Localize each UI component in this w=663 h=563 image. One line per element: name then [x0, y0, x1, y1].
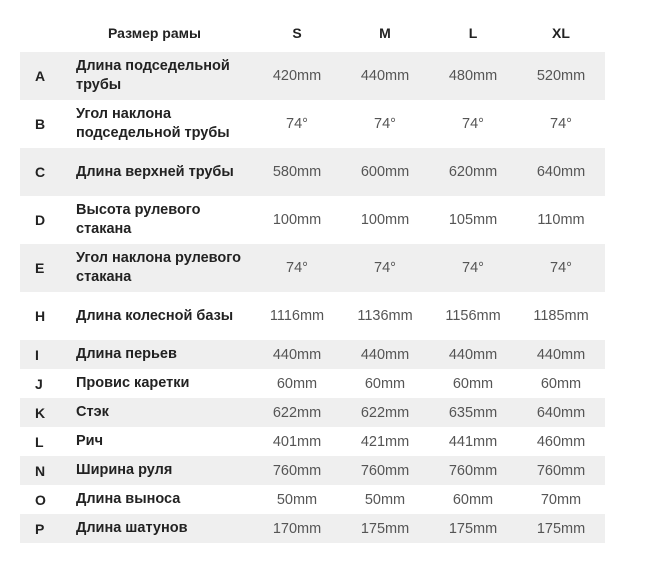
value-l: 480mm [429, 52, 517, 100]
row-parameter: Длина подседельной трубы [70, 52, 253, 100]
row-code: I [20, 340, 70, 369]
table-row [20, 456, 605, 485]
row-code: O [20, 485, 70, 514]
value-l: 74° [429, 100, 517, 148]
value-l: 760mm [429, 456, 517, 485]
value-m: 421mm [341, 427, 429, 456]
value-s: 622mm [253, 398, 341, 427]
row-code: H [20, 292, 70, 340]
row-code: E [20, 244, 70, 292]
value-xl: 110mm [517, 196, 605, 244]
value-xl: 440mm [517, 340, 605, 369]
row-parameter: Длина колесной базы [70, 292, 253, 340]
value-m: 1136mm [341, 292, 429, 340]
value-s: 420mm [253, 52, 341, 100]
value-xl: 460mm [517, 427, 605, 456]
size-header-s: S [292, 25, 302, 41]
value-l: 1156mm [429, 292, 517, 340]
value-l: 175mm [429, 514, 517, 543]
value-m: 74° [341, 100, 429, 148]
value-l: 620mm [429, 148, 517, 196]
row-code: A [20, 52, 70, 100]
row-parameter: Высота рулевого стакана [70, 196, 253, 244]
value-m: 175mm [341, 514, 429, 543]
value-xl: 70mm [517, 485, 605, 514]
value-m: 100mm [341, 196, 429, 244]
value-l: 440mm [429, 340, 517, 369]
value-m: 760mm [341, 456, 429, 485]
row-parameter: Рич [70, 427, 253, 456]
row-code: N [20, 456, 70, 485]
value-xl: 760mm [517, 456, 605, 485]
table-header-row [20, 14, 605, 52]
table-row [20, 148, 605, 196]
row-parameter: Длина выноса [70, 485, 253, 514]
table-row [20, 369, 605, 398]
value-s: 760mm [253, 456, 341, 485]
value-m: 600mm [341, 148, 429, 196]
table-row [20, 292, 605, 340]
value-l: 60mm [429, 485, 517, 514]
row-parameter: Ширина руля [70, 456, 253, 485]
table-row [20, 427, 605, 456]
row-code: P [20, 514, 70, 543]
value-xl: 640mm [517, 148, 605, 196]
value-s: 1116mm [253, 292, 341, 340]
frame-geometry-table [20, 14, 605, 543]
row-parameter: Длина перьев [70, 340, 253, 369]
value-xl: 74° [517, 100, 605, 148]
value-l: 60mm [429, 369, 517, 398]
size-header-l: L [468, 25, 478, 41]
value-l: 105mm [429, 196, 517, 244]
value-xl: 640mm [517, 398, 605, 427]
row-parameter: Стэк [70, 398, 253, 427]
value-xl: 520mm [517, 52, 605, 100]
row-code: C [20, 148, 70, 196]
table-row [20, 100, 605, 148]
row-parameter: Провис каретки [70, 369, 253, 398]
table-row [20, 196, 605, 244]
table-row [20, 52, 605, 100]
value-m: 440mm [341, 52, 429, 100]
value-s: 170mm [253, 514, 341, 543]
row-parameter: Угол наклона рулевого стакана [70, 244, 253, 292]
row-code: J [20, 369, 70, 398]
value-l: 74° [429, 244, 517, 292]
value-s: 74° [253, 100, 341, 148]
row-parameter: Длина верхней трубы [70, 148, 253, 196]
size-header-m: M [379, 25, 391, 41]
value-s: 50mm [253, 485, 341, 514]
table-row [20, 340, 605, 369]
row-code: L [20, 427, 70, 456]
value-s: 401mm [253, 427, 341, 456]
value-s: 60mm [253, 369, 341, 398]
value-s: 100mm [253, 196, 341, 244]
value-xl: 175mm [517, 514, 605, 543]
value-m: 74° [341, 244, 429, 292]
value-m: 622mm [341, 398, 429, 427]
table-row [20, 514, 605, 543]
value-s: 74° [253, 244, 341, 292]
value-l: 635mm [429, 398, 517, 427]
value-s: 440mm [253, 340, 341, 369]
table-row [20, 485, 605, 514]
value-m: 440mm [341, 340, 429, 369]
table-row [20, 398, 605, 427]
row-parameter: Угол наклона подседельной трубы [70, 100, 253, 148]
value-l: 441mm [429, 427, 517, 456]
value-xl: 1185mm [517, 292, 605, 340]
row-code: D [20, 196, 70, 244]
row-code: K [20, 398, 70, 427]
value-s: 580mm [253, 148, 341, 196]
row-parameter: Длина шатунов [70, 514, 253, 543]
frame-size-header: Размер рамы [108, 25, 201, 41]
value-xl: 60mm [517, 369, 605, 398]
value-m: 50mm [341, 485, 429, 514]
row-code: B [20, 100, 70, 148]
value-xl: 74° [517, 244, 605, 292]
value-m: 60mm [341, 369, 429, 398]
table-row [20, 244, 605, 292]
size-header-xl: XL [552, 25, 570, 41]
